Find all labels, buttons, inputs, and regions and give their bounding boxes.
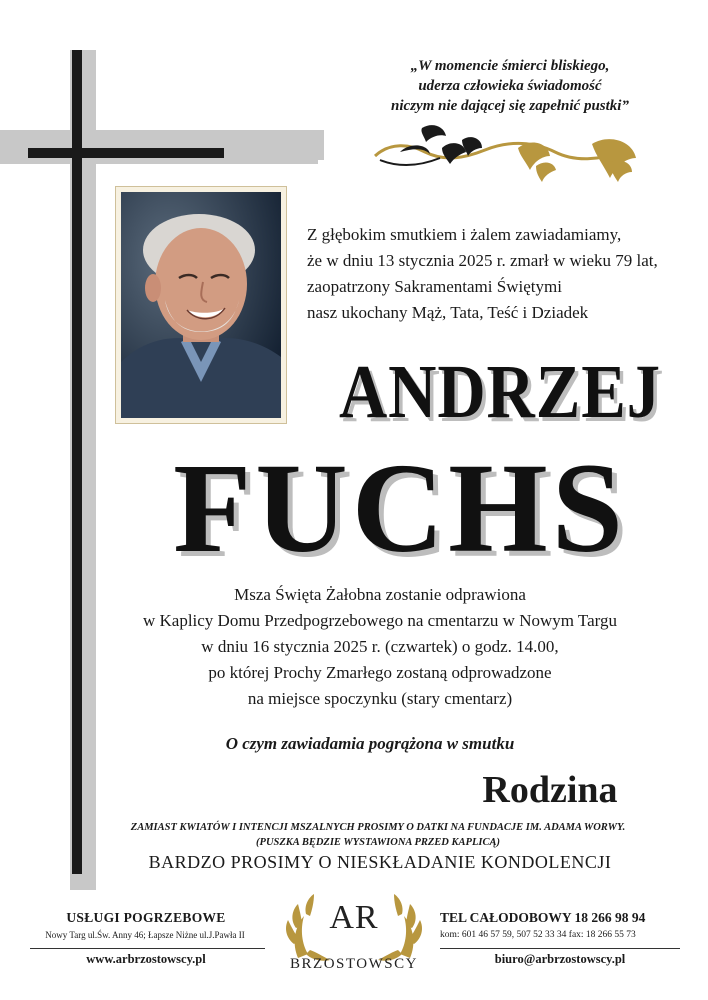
deceased-first-name: ANDRZEJ (338, 350, 661, 434)
cross-arm (28, 148, 224, 158)
intro-line: że w dniu 13 stycznia 2025 r. zmarł w wieku 79 lat, (307, 251, 658, 270)
intro-line: nasz ukochany Mąż, Tata, Teść i Dziadek (307, 303, 589, 322)
footer-contacts: kom: 601 46 57 59, 507 52 33 34 fax: 18 266 55 73 (440, 930, 636, 940)
quote-line: uderza człowieka świadomość (418, 78, 602, 94)
intro-line: Z głębokim smutkiem i żalem zawiadamiamy, (307, 225, 622, 244)
footer-email-link[interactable]: biuro@arbrzostowscy.pl (494, 952, 626, 966)
footer-divider-left (30, 948, 265, 949)
mass-details (90, 582, 670, 712)
leaf-ornament-icon (370, 122, 660, 192)
quote (340, 56, 680, 116)
footer-services-title: USŁUGI POGRZEBOWE (66, 910, 226, 925)
footer-address: Nowy Targ ul.Św. Anny 46; Łapsze Niżne ul.J.Pawła II (45, 930, 245, 940)
notify-line: O czym zawiadamia pogrążona w smutku (225, 734, 515, 753)
logo-name: BRZOSTOWSCY (290, 956, 418, 972)
deceased-last-name: FUCHS (173, 437, 627, 579)
cross-icon (72, 50, 82, 874)
mass-line: na miejsce spoczynku (stary cmentarz) (247, 689, 513, 708)
mass-line: Msza Święta Żałobna zostanie odprawiona (234, 585, 526, 604)
donation-line: (PUSZKA BĘDZIE WYSTAWIONA PRZED KAPLICĄ) (256, 837, 500, 848)
donation-request (108, 820, 648, 850)
family-signature: Rodzina (482, 769, 618, 811)
donation-line: ZAMIAST KWIATÓW I INTENCJI MSZALNYCH PROSIMY O DATKI NA FUNDACJE IM. ADAMA WORWY. (130, 822, 626, 833)
mass-line: w dniu 16 stycznia 2025 r. (czwartek) o godz. 14.00, (201, 637, 559, 656)
footer-website-link[interactable]: www.arbrzostowscy.pl (86, 952, 206, 966)
condolence-request: BARDZO PROSIMY O NIESKŁADANIE KONDOLENCJI (148, 852, 612, 872)
logo-initials: AR (329, 899, 379, 936)
footer-phone: TEL CAŁODOBOWY 18 266 98 94 (440, 910, 646, 925)
mass-line: po której Prochy Zmarłego zostaną odprowadzone (208, 663, 552, 682)
footer-divider-right (440, 948, 680, 949)
quote-line: niczym nie dającej się zapełnić pustki” (391, 98, 629, 114)
cross-shadow-frame-edge (318, 130, 324, 160)
portrait-photo (121, 192, 281, 418)
quote-line: „W momencie śmierci bliskiego, (410, 58, 610, 74)
announcement-intro (307, 222, 703, 326)
intro-line: zaopatrzony Sakramentami Świętymi (307, 277, 562, 296)
mass-line: w Kaplicy Domu Przedpogrzebowego na cmentarzu w Nowym Targu (142, 611, 618, 630)
